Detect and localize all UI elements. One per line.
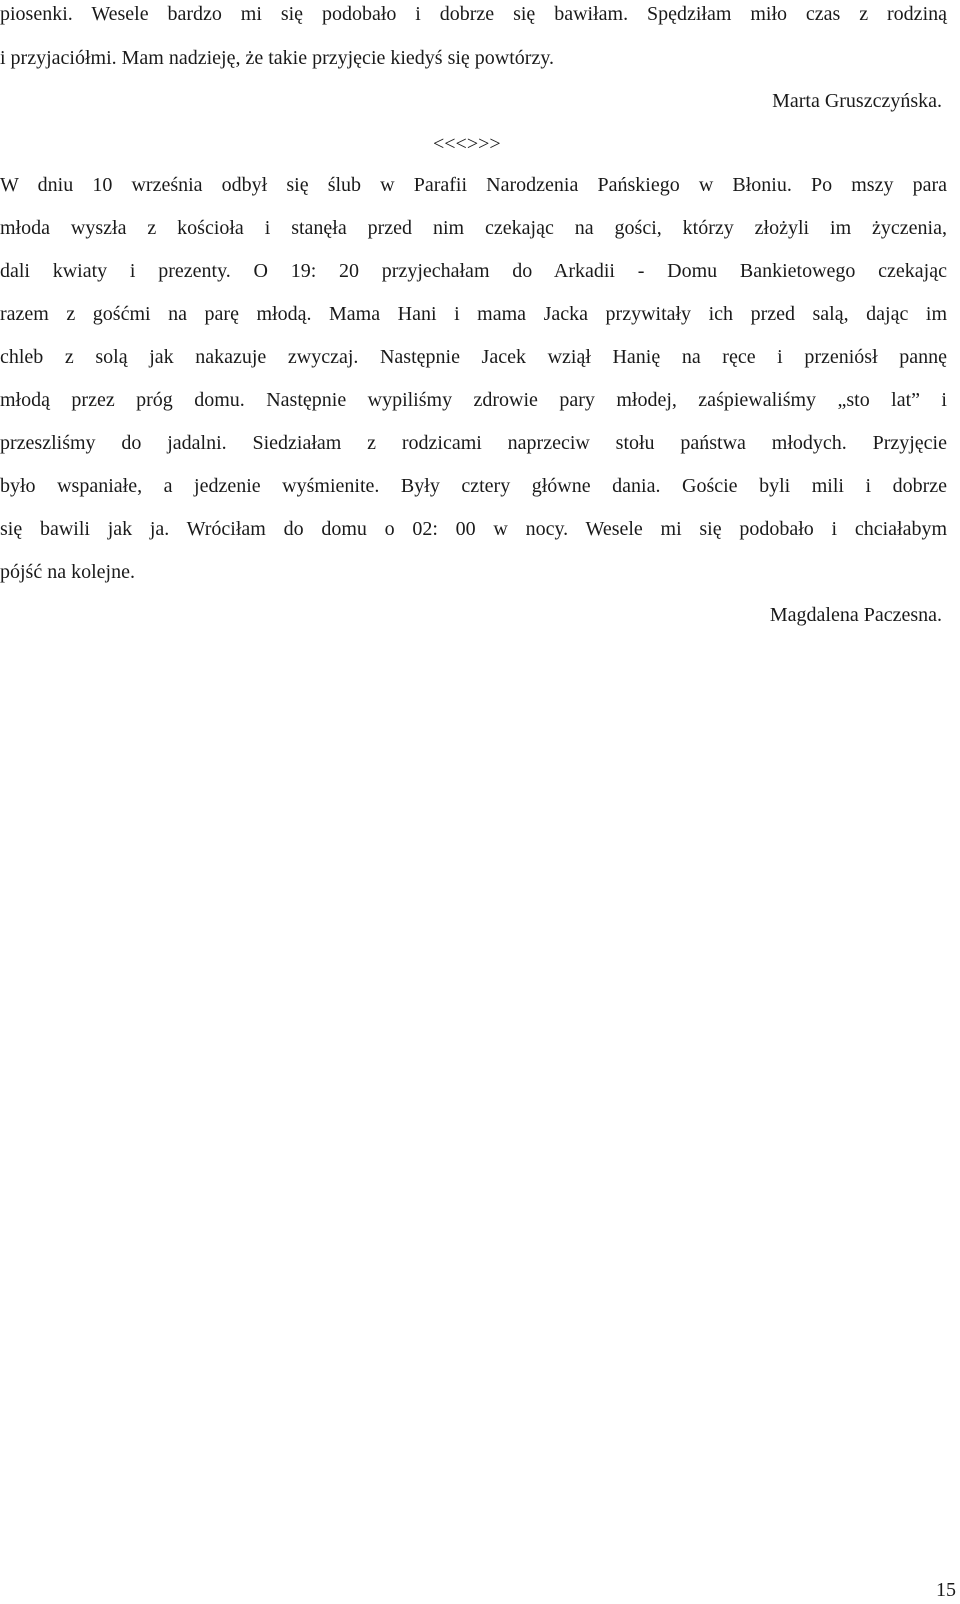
paragraph-line: było wspaniałe, a jedzenie wyśmienite. Były cztery główne dania. Goście byli mili i dobrze — [0, 475, 947, 497]
paragraph-line: się bawili jak ja. Wróciłam do domu o 02: 00 w nocy. Wesele mi się podobało i chciałabym — [0, 518, 947, 540]
paragraph-line: dali kwiaty i prezenty. O 19: 20 przyjechałam do Arkadii - Domu Bankietowego czekając — [0, 260, 947, 282]
paragraph-line: pójść na kolejne. — [0, 561, 135, 583]
paragraph-line: i przyjaciółmi. Mam nadzieję, że takie przyjęcie kiedyś się powtórzy. — [0, 47, 555, 69]
paragraph-line: młodą przez próg domu. Następnie wypiliśmy zdrowie pary młodej, zaśpiewaliśmy „sto lat” i — [0, 389, 947, 411]
paragraph-line: piosenki. Wesele bardzo mi się podobało i dobrze się bawiłam. Spędziłam miło czas z rodziną — [0, 3, 947, 25]
page-number: 15 — [936, 1579, 956, 1601]
signature-magdalena: Magdalena Paczesna. — [769, 604, 942, 626]
paragraph-line: W dniu 10 września odbył się ślub w Parafii Narodzenia Pańskiego w Błoniu. Po mszy para — [0, 174, 947, 196]
paragraph-line: młoda wyszła z kościoła i stanęła przed nim czekając na gości, którzy złożyli im życzenia, — [0, 217, 947, 239]
paragraph-line: chleb z solą jak nakazuje zwyczaj. Następnie Jacek wziął Hanię na ręce i przeniósł pannę — [0, 346, 947, 368]
paragraph-line: razem z gośćmi na parę młodą. Mama Hani i mama Jacka przywitały ich przed salą, dając im — [0, 303, 947, 325]
section-separator: <<<>>> — [433, 133, 501, 155]
signature-marta: Marta Gruszczyńska. — [772, 90, 942, 112]
paragraph-line: przeszliśmy do jadalni. Siedziałam z rodzicami naprzeciw stołu państwa młodych. Przyjęcie — [0, 432, 947, 454]
